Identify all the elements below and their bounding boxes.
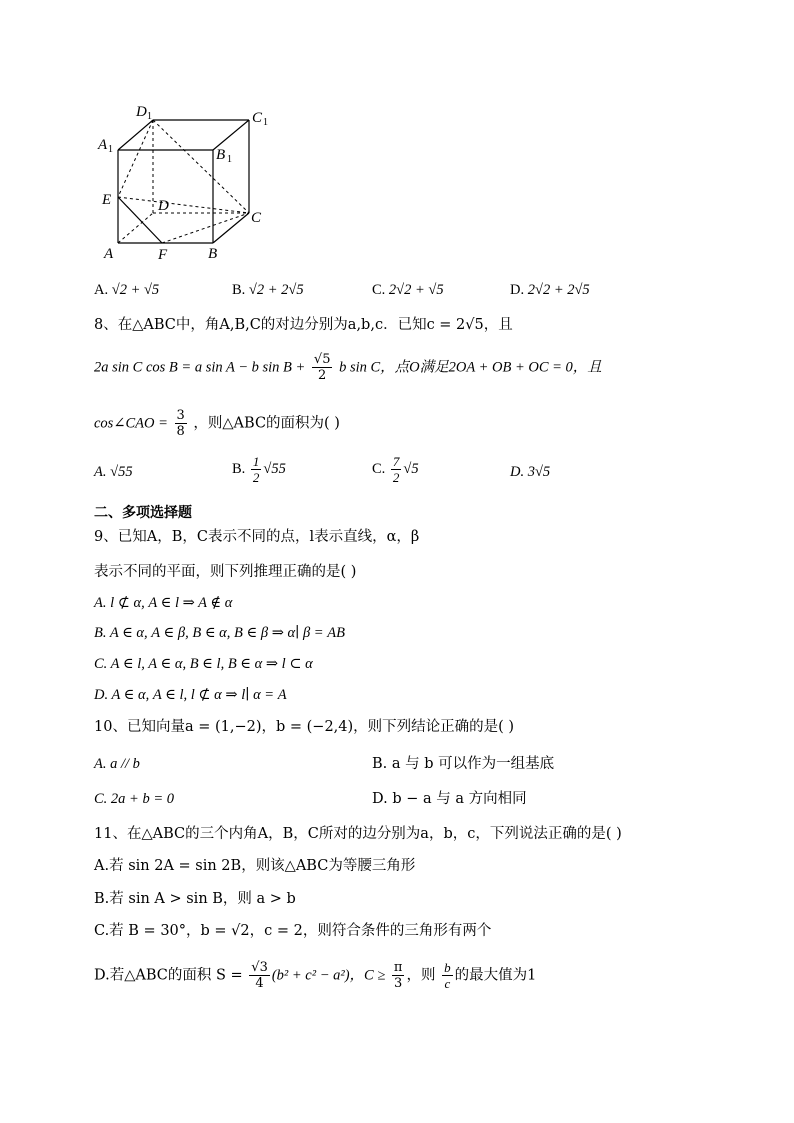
q8-option-a: A. √55 — [94, 464, 133, 480]
q9-option-a: A. l ⊄ α, A ∈ l ⇒ A ∉ α — [94, 595, 233, 611]
q11-option-b: B.若 sin A > sin B，则 a > b — [94, 891, 296, 907]
q10-option-c: C. 2a + b = 0 — [94, 791, 174, 807]
q8-stem-line1: 8、在△ABC中，角A,B,C的对边分别为a,b,c．已知c = 2√5，且 — [94, 317, 513, 333]
label-C1: C — [252, 110, 263, 126]
q11-option-a: A.若 sin 2A = sin 2B，则该△ABC为等腰三角形 — [94, 858, 416, 874]
label-A: A — [104, 246, 114, 262]
svg-text:1: 1 — [108, 144, 113, 155]
q9-stem-line2: 表示不同的平面，则下列推理正确的是( ) — [94, 564, 357, 580]
q10-stem: 10、已知向量a = (1,−2)，b = (−2,4)，则下列结论正确的是( ) — [94, 719, 515, 735]
q8-stem-line3: cos∠CAO = $\frac{3}{8}$ ，则△ABC的面积为( ) — [94, 408, 340, 439]
label-B: B — [208, 246, 218, 262]
q8-fraction: $\frac{√5}{2}$ — [313, 352, 331, 383]
q10-option-b: B. a 与 b 可以作为一组基底 — [372, 756, 555, 772]
label-B1: B — [216, 147, 226, 163]
q8-stem-line2: 2a sin C cos B = a sin A − b sin B + $\frac{√5}{2}$ b sin C，点O满足2OA + OB + OC = 0，且 — [94, 352, 602, 383]
q9-option-b: B. A ∈ α, A ∈ β, B ∈ α, B ∈ β ⇒ α∣ β = AB — [94, 625, 345, 641]
q7-option-d: D. 2√2 + 2√5 — [510, 282, 590, 298]
svg-text:1: 1 — [227, 154, 232, 165]
q8-option-b: B. $\frac{1}{2}$ √55 — [232, 454, 286, 485]
label-A1: A — [98, 137, 108, 153]
label-C: C — [251, 210, 262, 226]
q9-stem-line1: 9、已知A，B，C表示不同的点，l表示直线，α，β — [94, 529, 420, 545]
label-F: F — [158, 247, 168, 263]
q8-option-d: D. 3√5 — [510, 464, 551, 480]
label-D1: D — [136, 104, 147, 120]
q7-option-c: C. 2√2 + √5 — [372, 282, 444, 298]
label-D: D — [158, 198, 169, 214]
q8-option-c: C. $\frac{7}{2}$ √5 — [372, 454, 419, 485]
q7-option-a: A. √2 + √5 — [94, 282, 160, 298]
q11-stem: 11、在△ABC的三个内角A，B，C所对的边分别为a，b，c，下列说法正确的是( ) — [94, 826, 622, 842]
q11-option-d: D.若△ABC的面积 S = $\frac{√3}{4}$ (b² + c² − a²)，C ≥ $\frac{\pi}{3}$ ，则 $\frac{b}{c}$ 的最大值为1 — [94, 960, 537, 991]
section-title: 二、多项选择题 — [94, 505, 192, 521]
svg-text:1: 1 — [147, 111, 152, 122]
q10-option-a: A. a // b — [94, 756, 140, 772]
q10-option-d: D. b − a 与 a 方向相同 — [372, 791, 527, 807]
label-E: E — [102, 192, 112, 208]
cube-figure — [94, 96, 284, 266]
svg-text:1: 1 — [263, 117, 268, 128]
q9-option-d: D. A ∈ α, A ∈ l, l ⊄ α ⇒ l∣ α = A — [94, 687, 287, 703]
q9-option-c: C. A ∈ l, A ∈ α, B ∈ l, B ∈ α ⇒ l ⊂ α — [94, 656, 313, 672]
q11-option-c: C.若 B = 30°，b = √2，c = 2，则符合条件的三角形有两个 — [94, 923, 492, 939]
q7-option-b: B. √2 + 2√5 — [232, 282, 304, 298]
